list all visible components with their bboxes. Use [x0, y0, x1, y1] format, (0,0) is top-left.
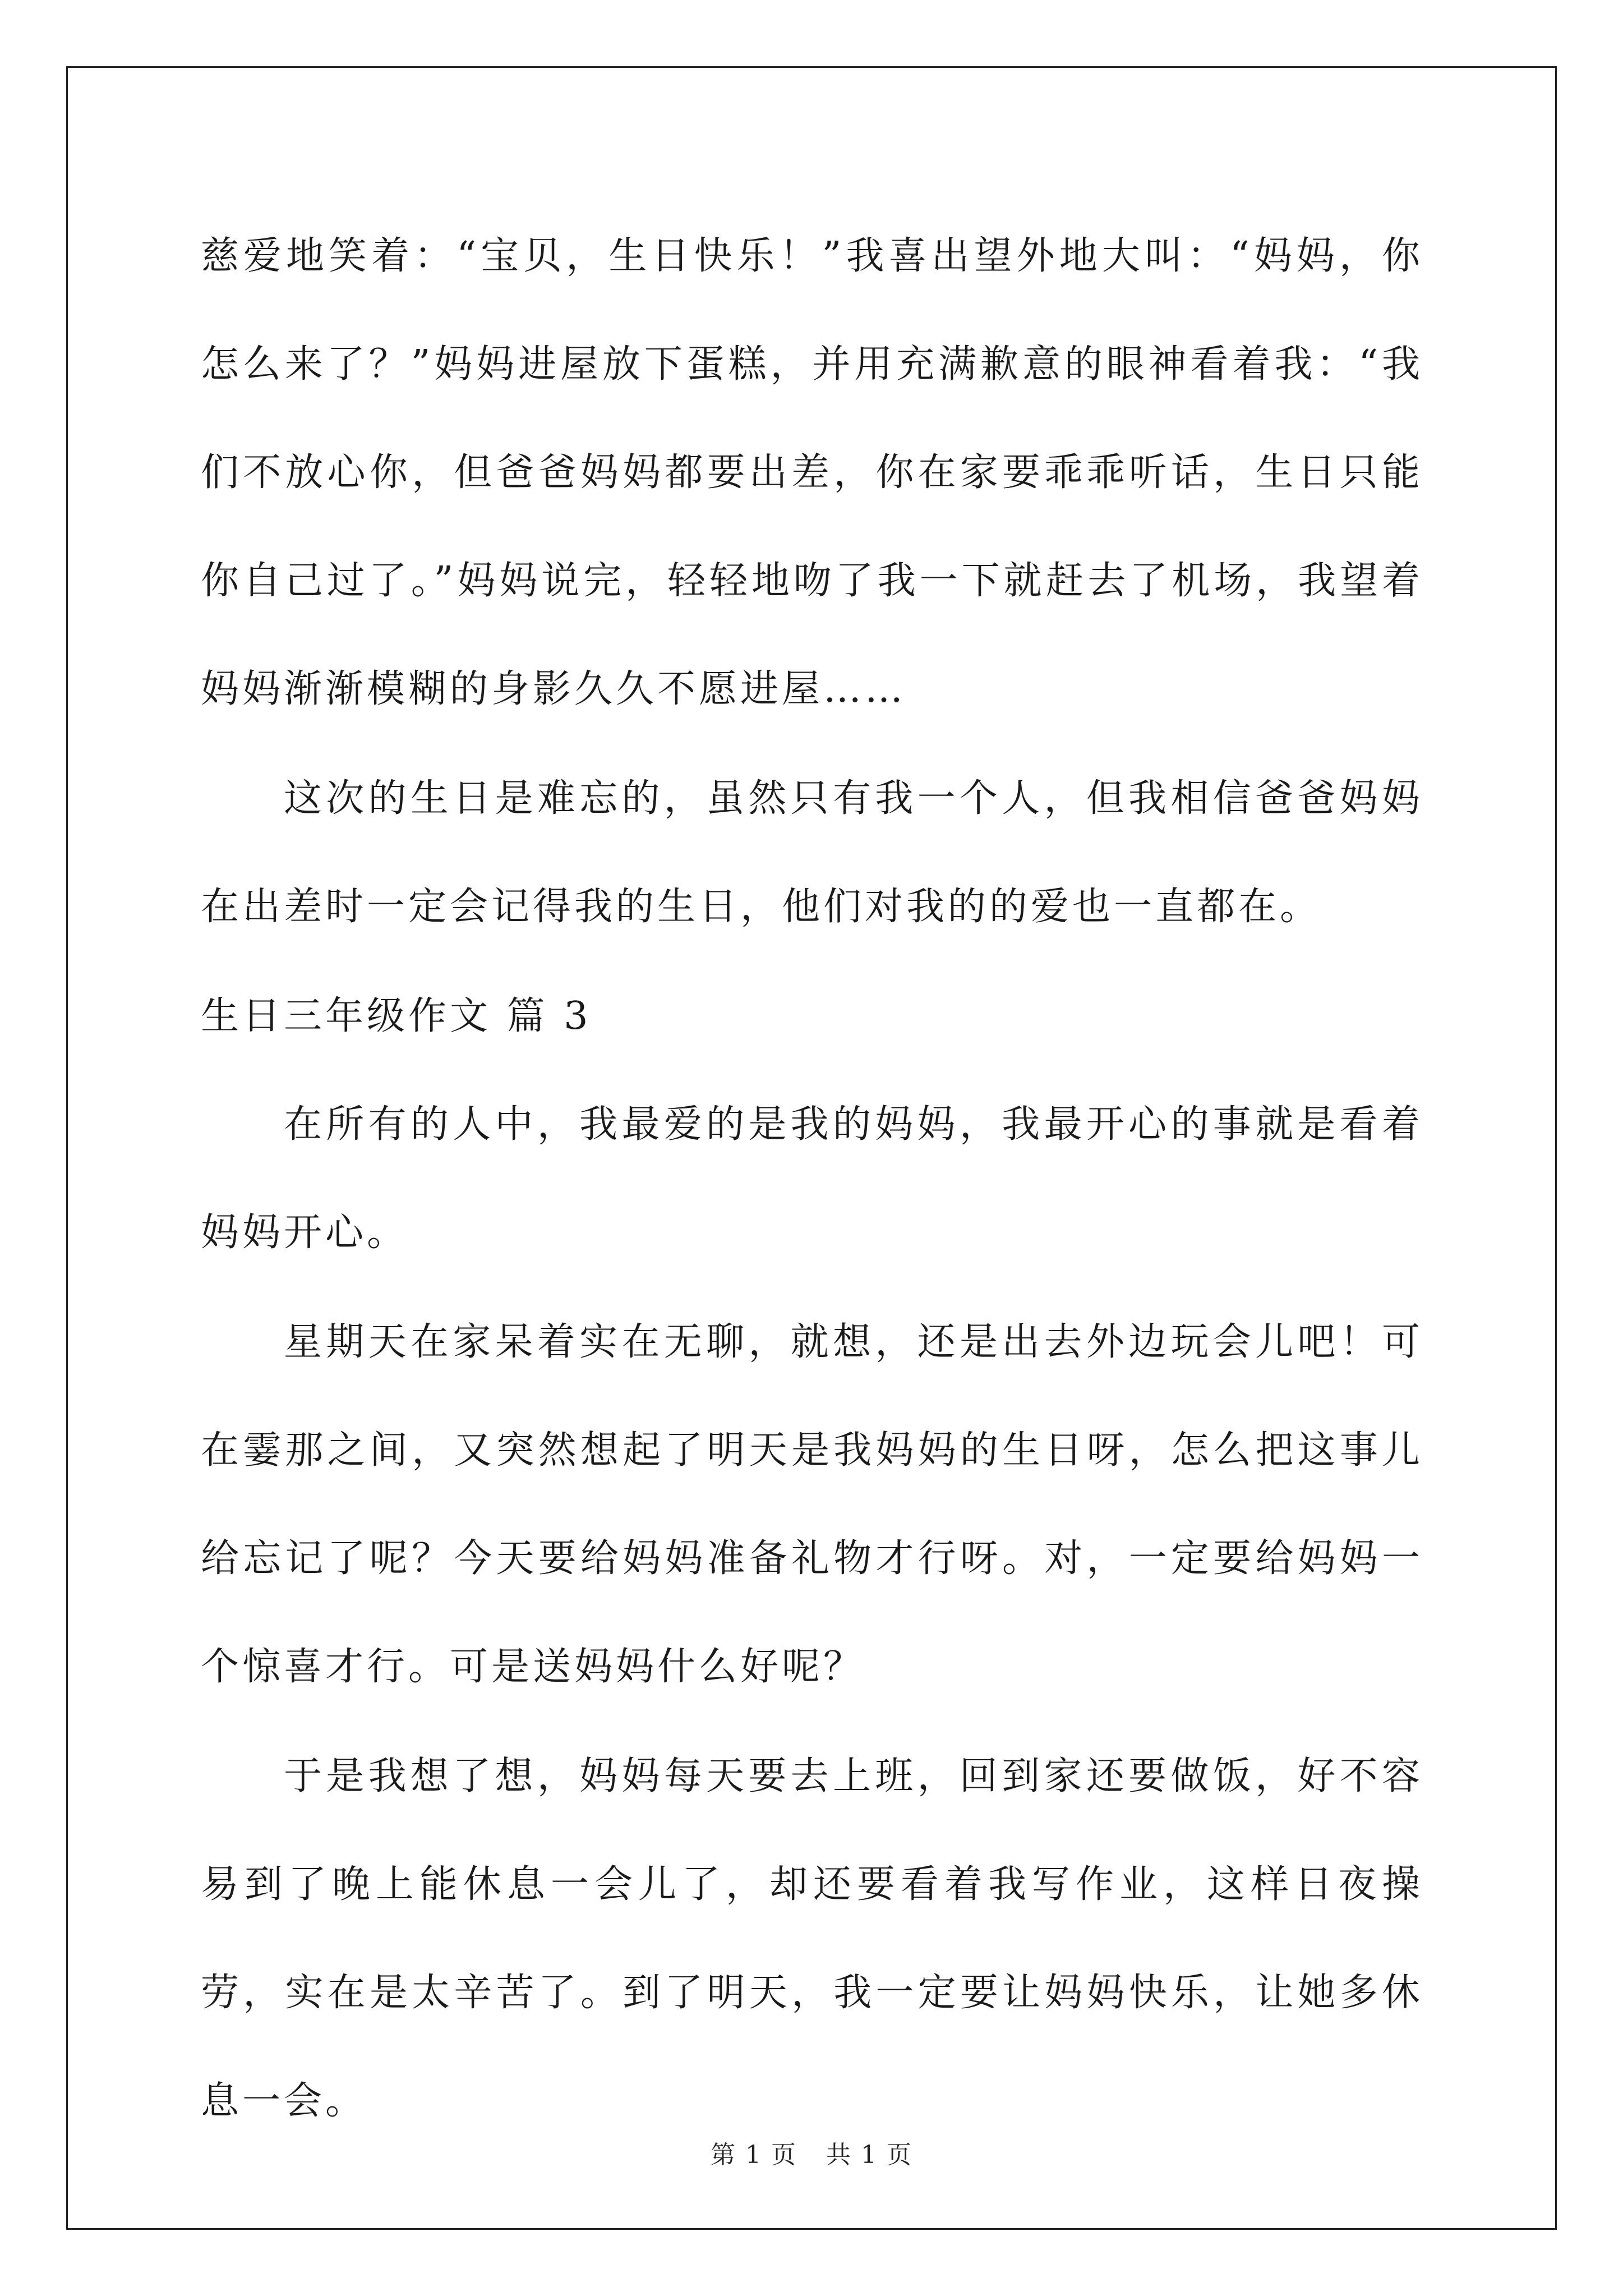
paragraph: 在所有的人中，我最爱的是我的妈妈，我最开心的事就是看着妈妈开心。: [201, 1102, 1423, 1255]
page-footer: [0, 2134, 1623, 2170]
document-body: [201, 202, 1423, 2156]
section-heading: 生日三年级作文 篇 3: [201, 994, 592, 1038]
page-number-current: 第 1 页: [711, 2141, 797, 2169]
paragraph: 于是我想了想，妈妈每天要去上班，回到家还要做饭，好不容易到了晚上能休息一会儿了，却还要看着我写作业，这样日夜操劳，实在是太辛苦了。到了明天，我一定要让妈妈快乐，让她多休息一会。: [201, 1754, 1423, 2123]
paragraph: 这次的生日是难忘的，虽然只有我一个人，但我相信爸爸妈妈在出差时一定会记得我的生日，他们对我的的爱也一直都在。: [201, 776, 1423, 929]
paragraph: 慈爱地笑着：“宝贝，生日快乐！”我喜出望外地大叫：“妈妈，你怎么来了？”妈妈进屋放下蛋糕，并用充满歉意的眼神看着我：“我们不放心你，但爸爸妈妈都要出差，你在家要乖乖听话，生日只能你自己过了。”妈妈说完，轻轻地吻了我一下就赶去了机场，我望着妈妈渐渐模糊的身影久久不愿进屋……: [201, 234, 1423, 711]
paragraph: 星期天在家呆着实在无聊，就想，还是出去外边玩会儿吧！可在霎那之间，又突然想起了明天是我妈妈的生日呀，怎么把这事儿给忘记了呢？今天要给妈妈准备礼物才行呀。对，一定要给妈妈一个惊喜才行。可是送妈妈什么好呢？: [201, 1320, 1423, 1689]
page-number-total: 共 1 页: [826, 2141, 912, 2169]
